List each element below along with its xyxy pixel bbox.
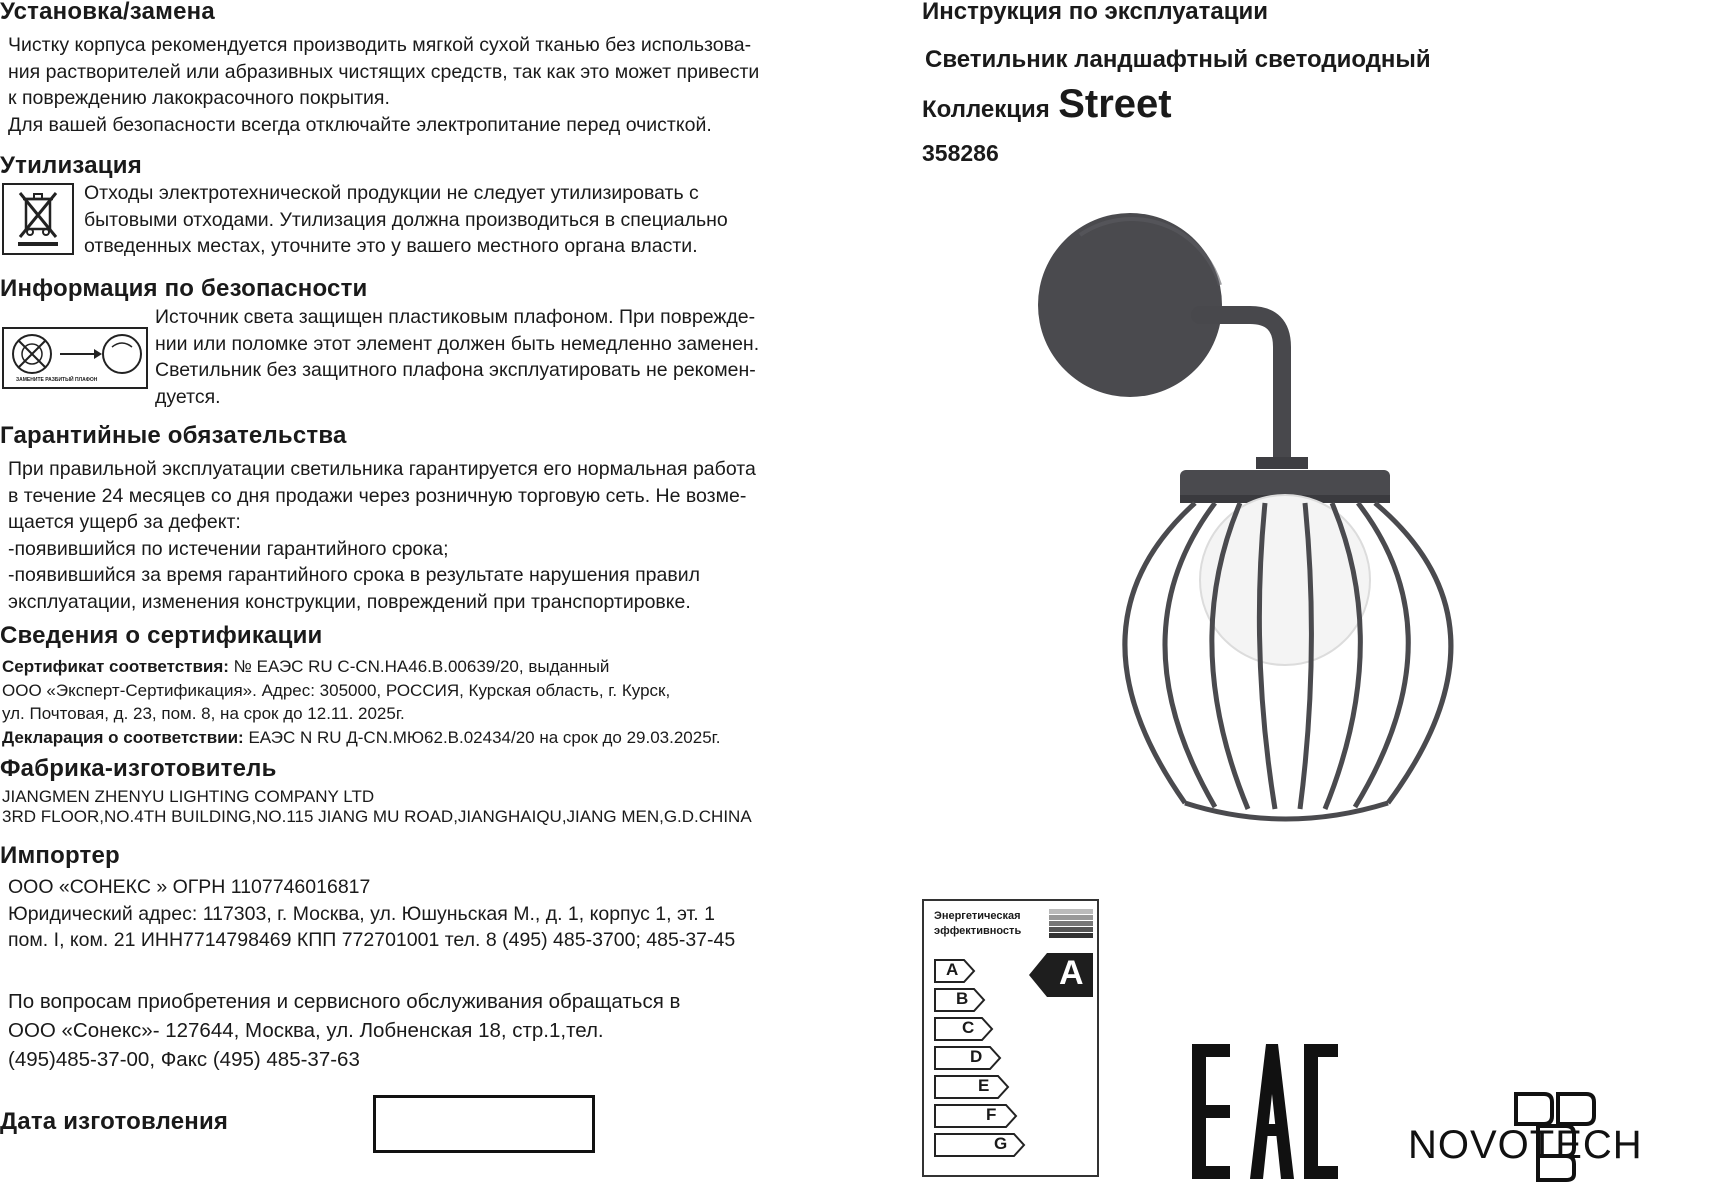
disposal-line: бытовыми отходами. Утилизация должна производиться в специально: [84, 208, 728, 231]
factory-text: [2, 787, 752, 827]
install-heading: Установка/замена: [0, 0, 215, 25]
eac-mark-icon: [1192, 1044, 1338, 1179]
factory-line: JIANGMEN ZHENYU LIGHTING COMPANY LTD: [2, 787, 375, 806]
install-text: [8, 32, 759, 138]
service-line: ООО «Сонекс»- 127644, Москва, ул. Лобненская 18, стр.1,тел.: [8, 1019, 604, 1042]
safety-line: дуется.: [155, 385, 221, 408]
manufacture-date-field: [373, 1095, 595, 1153]
decl-number: ЕАЭС N RU Д-CN.МЮ62.В.02434/20 на срок до 29.03.2025г.: [243, 727, 721, 747]
article-number: 358286: [922, 140, 999, 166]
energy-scale-icon: [1049, 909, 1093, 939]
cert-line: ООО «Эксперт-Сертификация». Адрес: 305000, РОССИЯ, Курская область, г. Курск,: [2, 680, 671, 700]
warranty-line: в течение 24 месяцев со дня продажи через розничную торговую сеть. Не возме-: [8, 484, 747, 507]
decl-label: Декларация о соответствии:: [2, 727, 244, 747]
energy-rating: A: [1059, 954, 1084, 992]
warranty-line: -появившийся по истечении гарантийного срока;: [8, 537, 449, 560]
product-lamp-image: [1020, 195, 1640, 895]
safety-line: Источник света защищен пластиковым плафоном. При поврежде-: [155, 306, 756, 328]
novotech-logo: [1408, 1088, 1720, 1183]
importer-line: ООО «СОНЕКС » ОГРН 1107746016817: [8, 876, 371, 898]
collection-name: Street: [1058, 82, 1172, 126]
install-line: Чистку корпуса рекомендуется производить мягкой сухой тканью без использова-: [8, 34, 752, 56]
product-subtitle: Светильник ландшафтный светодиодный: [925, 46, 1431, 73]
warranty-line: эксплуатации, изменения конструкции, повреждений при транспортировке.: [8, 590, 691, 613]
factory-line: 3RD FLOOR,NO.4TH BUILDING,NO.115 JIANG MU ROAD,JIANGHAIQU,JIANG MEN,G.D.CHINA: [2, 807, 752, 826]
importer-heading: Импортер: [0, 842, 120, 869]
safety-line: нии или поломке этот элемент должен быть немедленно заменен.: [155, 332, 760, 355]
crossed-bin-icon: [2, 183, 74, 255]
safety-line: Светильник без защитного плафона эксплуатировать не рекомен-: [155, 359, 756, 381]
disposal-line: отведенных местах, уточните это у вашего местного органа власти.: [84, 235, 698, 257]
replace-broken-shade-icon: [2, 327, 148, 389]
energy-class-f: F: [934, 1104, 1018, 1128]
install-line: Для вашей безопасности всегда отключайте электропитание перед очисткой.: [8, 113, 712, 136]
decl-line: [2, 726, 721, 750]
warranty-line: -появившийся за время гарантийного срока в результате нарушения правил: [8, 564, 700, 586]
warranty-line: щается ущерб за дефект:: [8, 511, 241, 533]
install-line: ния растворителей или абразивных чистящих средств, так как это может привести: [8, 60, 760, 83]
service-line: (495)485-37-00, Факс (495) 485-37-63: [8, 1048, 360, 1071]
manufacture-date-label: Дата изготовления: [0, 1108, 229, 1135]
cert-line: [2, 655, 721, 679]
install-line: к повреждению лакокрасочного покрытия.: [8, 87, 390, 109]
safety-icon-caption: ЗАМЕНИТЕ РАЗБИТЫЙ ПЛАФОН: [16, 377, 98, 383]
importer-line: пом. I, ком. 21 ИНН7714798469 КПП 772701001 тел. 8 (495) 485-3700; 485-37-45: [8, 929, 736, 951]
disposal-heading: Утилизация: [0, 152, 142, 179]
manual-title: Инструкция по эксплуатации: [922, 0, 1269, 25]
service-line: По вопросам приобретения и сервисного обслуживания обращаться в: [8, 990, 681, 1013]
cert-heading: Сведения о сертификации: [0, 622, 323, 649]
energy-label-line: Энергетическая: [934, 910, 1021, 922]
importer-text: [8, 874, 735, 954]
warranty-line: При правильной эксплуатации светильника гарантируется его нормальная работа: [8, 458, 756, 480]
energy-class-e: E: [934, 1075, 1010, 1099]
safety-heading: Информация по безопасности: [0, 275, 368, 302]
cert-number: № ЕАЭС RU C-CN.НА46.В.00639/20, выданный: [228, 657, 610, 676]
collection-label: Коллекция: [922, 96, 1050, 123]
factory-heading: Фабрика-изготовитель: [0, 755, 277, 782]
novotech-logo-icon: [1408, 1088, 1720, 1183]
energy-label-line: эффективность: [934, 925, 1022, 937]
energy-class-c: C: [934, 1017, 994, 1041]
safety-text: [155, 304, 759, 410]
energy-label: [922, 899, 1099, 1177]
energy-class-a: A: [934, 959, 976, 983]
energy-class-g: G: [934, 1133, 1026, 1157]
novotech-logo-text: NOVOTECH: [1408, 1123, 1643, 1167]
warranty-heading: Гарантийные обязательства: [0, 422, 347, 449]
energy-class-b: B: [934, 988, 986, 1012]
warranty-text: [8, 456, 756, 615]
energy-rating-arrow: [1029, 953, 1093, 997]
energy-class-d: D: [934, 1046, 1002, 1070]
disposal-text: [84, 180, 728, 260]
importer-line: Юридический адрес: 117303, г. Москва, ул. Юшуньская М., д. 1, корпус 1, эт. 1: [8, 902, 715, 925]
disposal-line: Отходы электротехнической продукции не следует утилизировать с: [84, 182, 699, 204]
collection-line: [922, 82, 1172, 127]
cert-text: [2, 655, 721, 749]
service-text: [8, 987, 680, 1074]
cert-line: ул. Почтовая, д. 23, пом. 8, на срок до 12.11. 2025г.: [2, 704, 405, 723]
cert-label: Сертификат соответствия:: [2, 657, 229, 676]
